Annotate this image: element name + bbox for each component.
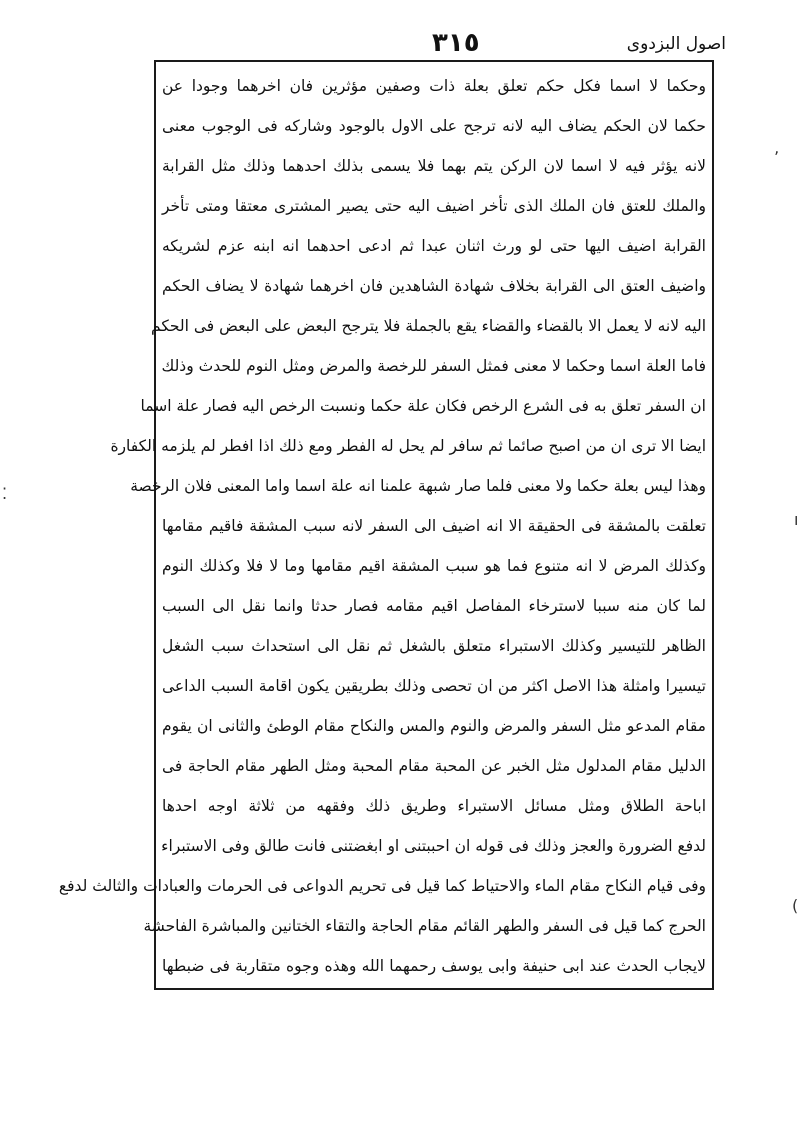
text-line: تعلقت بالمشقة فى الحقيقة الا انه اضيف الى السفر لانه سبب المشقة فاقيم مقامها	[162, 517, 706, 535]
text-line: فاما العلة اسما وحكما لا معنى فمثل السفر للرخصة والمرض ومثل النوم للحدث وذلك	[161, 357, 706, 375]
text-line: لدفع الضرورة والعجز وذلك فى قوله ان احببتنى او ابغضتنى فانت طالق وفى الاستبراء	[161, 837, 706, 855]
text-line: اليه لانه لا يعمل الا بالقضاء والقضاء يقع بالجملة فلا يترجح البعض على البعض فى الحكم	[151, 317, 706, 335]
text-line: الظاهر للتيسير وكذلك الاستبراء متعلق بالشغل ثم نقل الى استحداث سبب الشغل	[162, 637, 706, 655]
text-frame	[58, 60, 714, 990]
text-line: الحرج كما قيل فى السفر والطهر القائم مقام الحاجة والتقاء الختانين والمباشرة الفاحشة	[143, 917, 706, 935]
margin-mark: ⁚	[2, 484, 8, 503]
running-title: اصول البزدوى	[626, 34, 726, 54]
text-line: لانه يؤثر فيه لا اسما لان الركن يتم بهما فلا يسمى بذلك احدهما وذلك مثل القرابة	[162, 157, 706, 175]
text-line: القرابة اضيف اليها حتى لو ورث اثنان عبدا ثم ادعى احدهما انه ابنه عزم لشريكه	[162, 237, 706, 255]
margin-mark: (	[792, 896, 799, 915]
margin-mark: ı	[794, 510, 799, 529]
page-header	[0, 0, 810, 62]
text-line: وفى قيام النكاح مقام الماء والاحتياط كما قيل فى تحريم الدواعى فى الحرمات والعبادات والثالث لدفع	[58, 877, 706, 895]
text-line: وهذا ليس بعلة حكما ولا معنى فلما صار شبهة علمنا انه علة اسما واما المعنى فلان الرخصة	[130, 477, 706, 495]
text-line: وكذلك المرض لا انه متنوع فما هو سبب المشقة اقيم مقامها وما لا فلا وكذلك النوم	[162, 557, 706, 575]
text-line: والملك للعتق فان الملك الذى تأخر اضيف اليه حتى يصير المشترى معتقا ومتى تأخر	[162, 197, 706, 215]
text-line: لايجاب الحدث عند ابى حنيفة وابى يوسف رحمهما الله وهذه وجوه متقاربة فى ضبطها	[162, 957, 706, 975]
text-line: حكما لان الحكم يضاف اليه لانه ترجح على الاول بالوجود وشاركه فى الوجوب معنى	[162, 117, 706, 135]
text-line: الدليل مقام المدلول مثل الخبر عن المحبة مقام المحبة ومثل الطهر مقام الحاجة فى	[162, 757, 706, 775]
text-line: وحكما لا اسما فكل حكم تعلق بعلة ذات وصفين مؤثرين فان اخرهما وجودا عن	[162, 77, 706, 95]
text-line: ان السفر تعلق به فى الشرع الرخص فكان علة حكما ونسبت الرخص اليه فصار علة اسما	[140, 397, 706, 415]
text-line: ايضا الا ترى ان من اصبح صائما ثم سافر لم يحل له الفطر ومع ذلك اذا افطر لم يلزمه الكفارة	[110, 437, 706, 455]
text-line: اباحة الطلاق ومثل مسائل الاستبراء وطريق ذلك وفقهه من ثلاثة اوجه احدها	[162, 797, 706, 815]
margin-mark: ʼ	[774, 148, 780, 167]
body-text	[58, 70, 706, 982]
text-line: لما كان منه سببا لاسترخاء المفاصل اقيم مقامه فصار حدثا وانما نقل الى السبب	[162, 597, 706, 615]
text-line: تيسيرا وامثلة هذا الاصل اكثر من ان تحصى وذلك بطريقين يكون اقامة السبب الداعى	[162, 677, 706, 695]
page-number: ٣١٥	[432, 28, 480, 58]
text-line: مقام المدعو مثل السفر والمرض والنوم والمس والنكاح مقام الوطئ والثانى ان يقوم	[162, 717, 706, 735]
text-line: واضيف العتق الى القرابة بخلاف شهادة الشاهدين فان اخرهما شهادة لا يضاف الحكم	[162, 277, 706, 295]
